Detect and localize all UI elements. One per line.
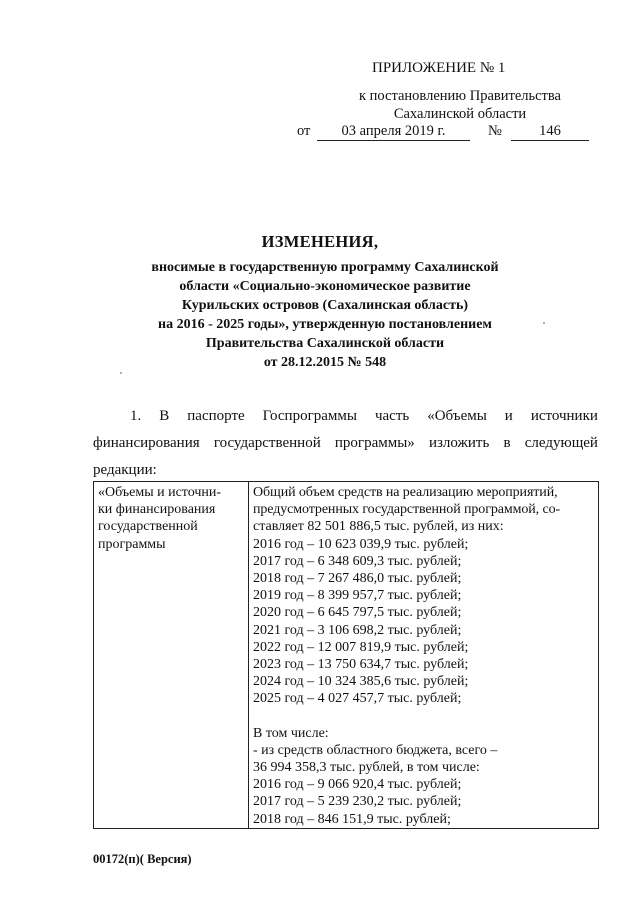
subtitle-line: области «Социально-экономическое развитие — [179, 279, 471, 294]
label-line: программы — [98, 536, 166, 552]
content-line: 2017 год – 5 239 230,2 тыс. рублей; — [253, 794, 462, 810]
paragraph-line-3: редакции: — [93, 462, 157, 478]
label-line: ки финансирования — [98, 502, 216, 518]
resolution-number: 146 — [511, 123, 589, 141]
paragraph-line-1 — [93, 403, 598, 430]
content-line: 2025 год – 4 027 457,7 тыс. рублей; — [253, 691, 462, 707]
from-label: от — [297, 123, 311, 139]
paragraph-line-2 — [93, 430, 598, 457]
content-line: 2019 год – 8 399 957,7 тыс. рублей; — [253, 588, 462, 604]
paragraph-word: финансирования — [93, 435, 200, 451]
paragraph-word: и — [504, 408, 513, 424]
paragraph-word: Госпрограммы — [262, 408, 357, 424]
content-line: 2017 год – 6 348 609,3 тыс. рублей; — [253, 553, 462, 569]
content-line: 2018 год – 7 267 486,0 тыс. рублей; — [253, 571, 462, 587]
resolution-reference — [340, 87, 580, 123]
resolution-date-row — [297, 123, 597, 143]
content-line: В том числе: — [253, 725, 329, 741]
paragraph-word: государственной — [213, 435, 321, 451]
content-line: 2021 год – 3 106 698,2 тыс. рублей; — [253, 622, 462, 638]
number-label: № — [488, 123, 502, 139]
paragraph-word: паспорте — [187, 408, 245, 424]
paragraph-word: В — [159, 408, 170, 424]
content-line: предусмотренных государственной программой, со- — [253, 502, 561, 518]
content-line: 2018 год – 846 151,9 тыс. рублей; — [253, 811, 451, 827]
content-line: 2016 год – 9 066 920,4 тыс. рублей; — [253, 777, 462, 793]
resolution-line-2: Сахалинской области — [393, 106, 527, 122]
paragraph-word: следующей — [524, 435, 598, 451]
content-line: 2022 год – 12 007 819,9 тыс. рублей; — [253, 639, 469, 655]
passport-table — [93, 481, 599, 829]
paragraph-word: программы» — [334, 435, 415, 451]
scan-speck — [120, 372, 122, 374]
table-row — [94, 482, 599, 829]
paragraph-word: в — [503, 435, 511, 451]
subtitle-line: от 28.12.2015 № 548 — [263, 355, 387, 370]
body-paragraph — [93, 403, 598, 484]
appendix-heading: ПРИЛОЖЕНИЕ № 1 — [372, 60, 506, 76]
paragraph-word: 1. — [130, 408, 142, 424]
content-line: 2016 год – 10 623 039,9 тыс. рублей; — [253, 536, 469, 552]
subtitle-line: Правительства Сахалинской области — [205, 336, 445, 351]
subtitle-line: Курильских островов (Сахалинская область) — [181, 298, 469, 313]
label-line: «Объемы и источни- — [98, 485, 222, 500]
paragraph-word: изложить — [428, 435, 490, 451]
document-footer-code: 00172(п)( Версия) — [93, 852, 192, 866]
subtitle-line: вносимые в государственную программу Сахалинской — [151, 260, 499, 275]
content-line: Общий объем средств на реализацию мероприятий, — [253, 485, 558, 500]
subtitle-line: на 2016 - 2025 годы», утвержденную постановлением — [158, 317, 492, 332]
paragraph-word: часть — [374, 408, 410, 424]
resolution-line-1: к постановлению Правительства — [359, 88, 561, 104]
content-line: 2024 год – 10 324 385,6 тыс. рублей; — [253, 674, 469, 690]
content-line: ставляет 82 501 886,5 тыс. рублей, из них: — [253, 519, 504, 535]
content-line: 2023 год – 13 750 634,7 тыс. рублей; — [253, 657, 469, 673]
table-cell-content — [249, 482, 599, 829]
document-title: ИЗМЕНЕНИЯ, — [261, 232, 379, 251]
content-line: 2020 год – 6 645 797,5 тыс. рублей; — [253, 605, 462, 621]
paragraph-word: «Объемы — [427, 408, 487, 424]
content-line: - из средств областного бюджета, всего – — [253, 742, 498, 758]
resolution-date: 03 апреля 2019 г. — [317, 123, 470, 141]
scan-speck — [543, 322, 545, 324]
table-cell-label — [94, 482, 249, 829]
content-line: 36 994 358,3 тыс. рублей, в том числе: — [253, 760, 480, 776]
label-line: государственной — [98, 519, 198, 535]
content-spacer — [253, 708, 594, 725]
document-subtitle — [120, 258, 530, 372]
paragraph-word: источники — [530, 408, 598, 424]
